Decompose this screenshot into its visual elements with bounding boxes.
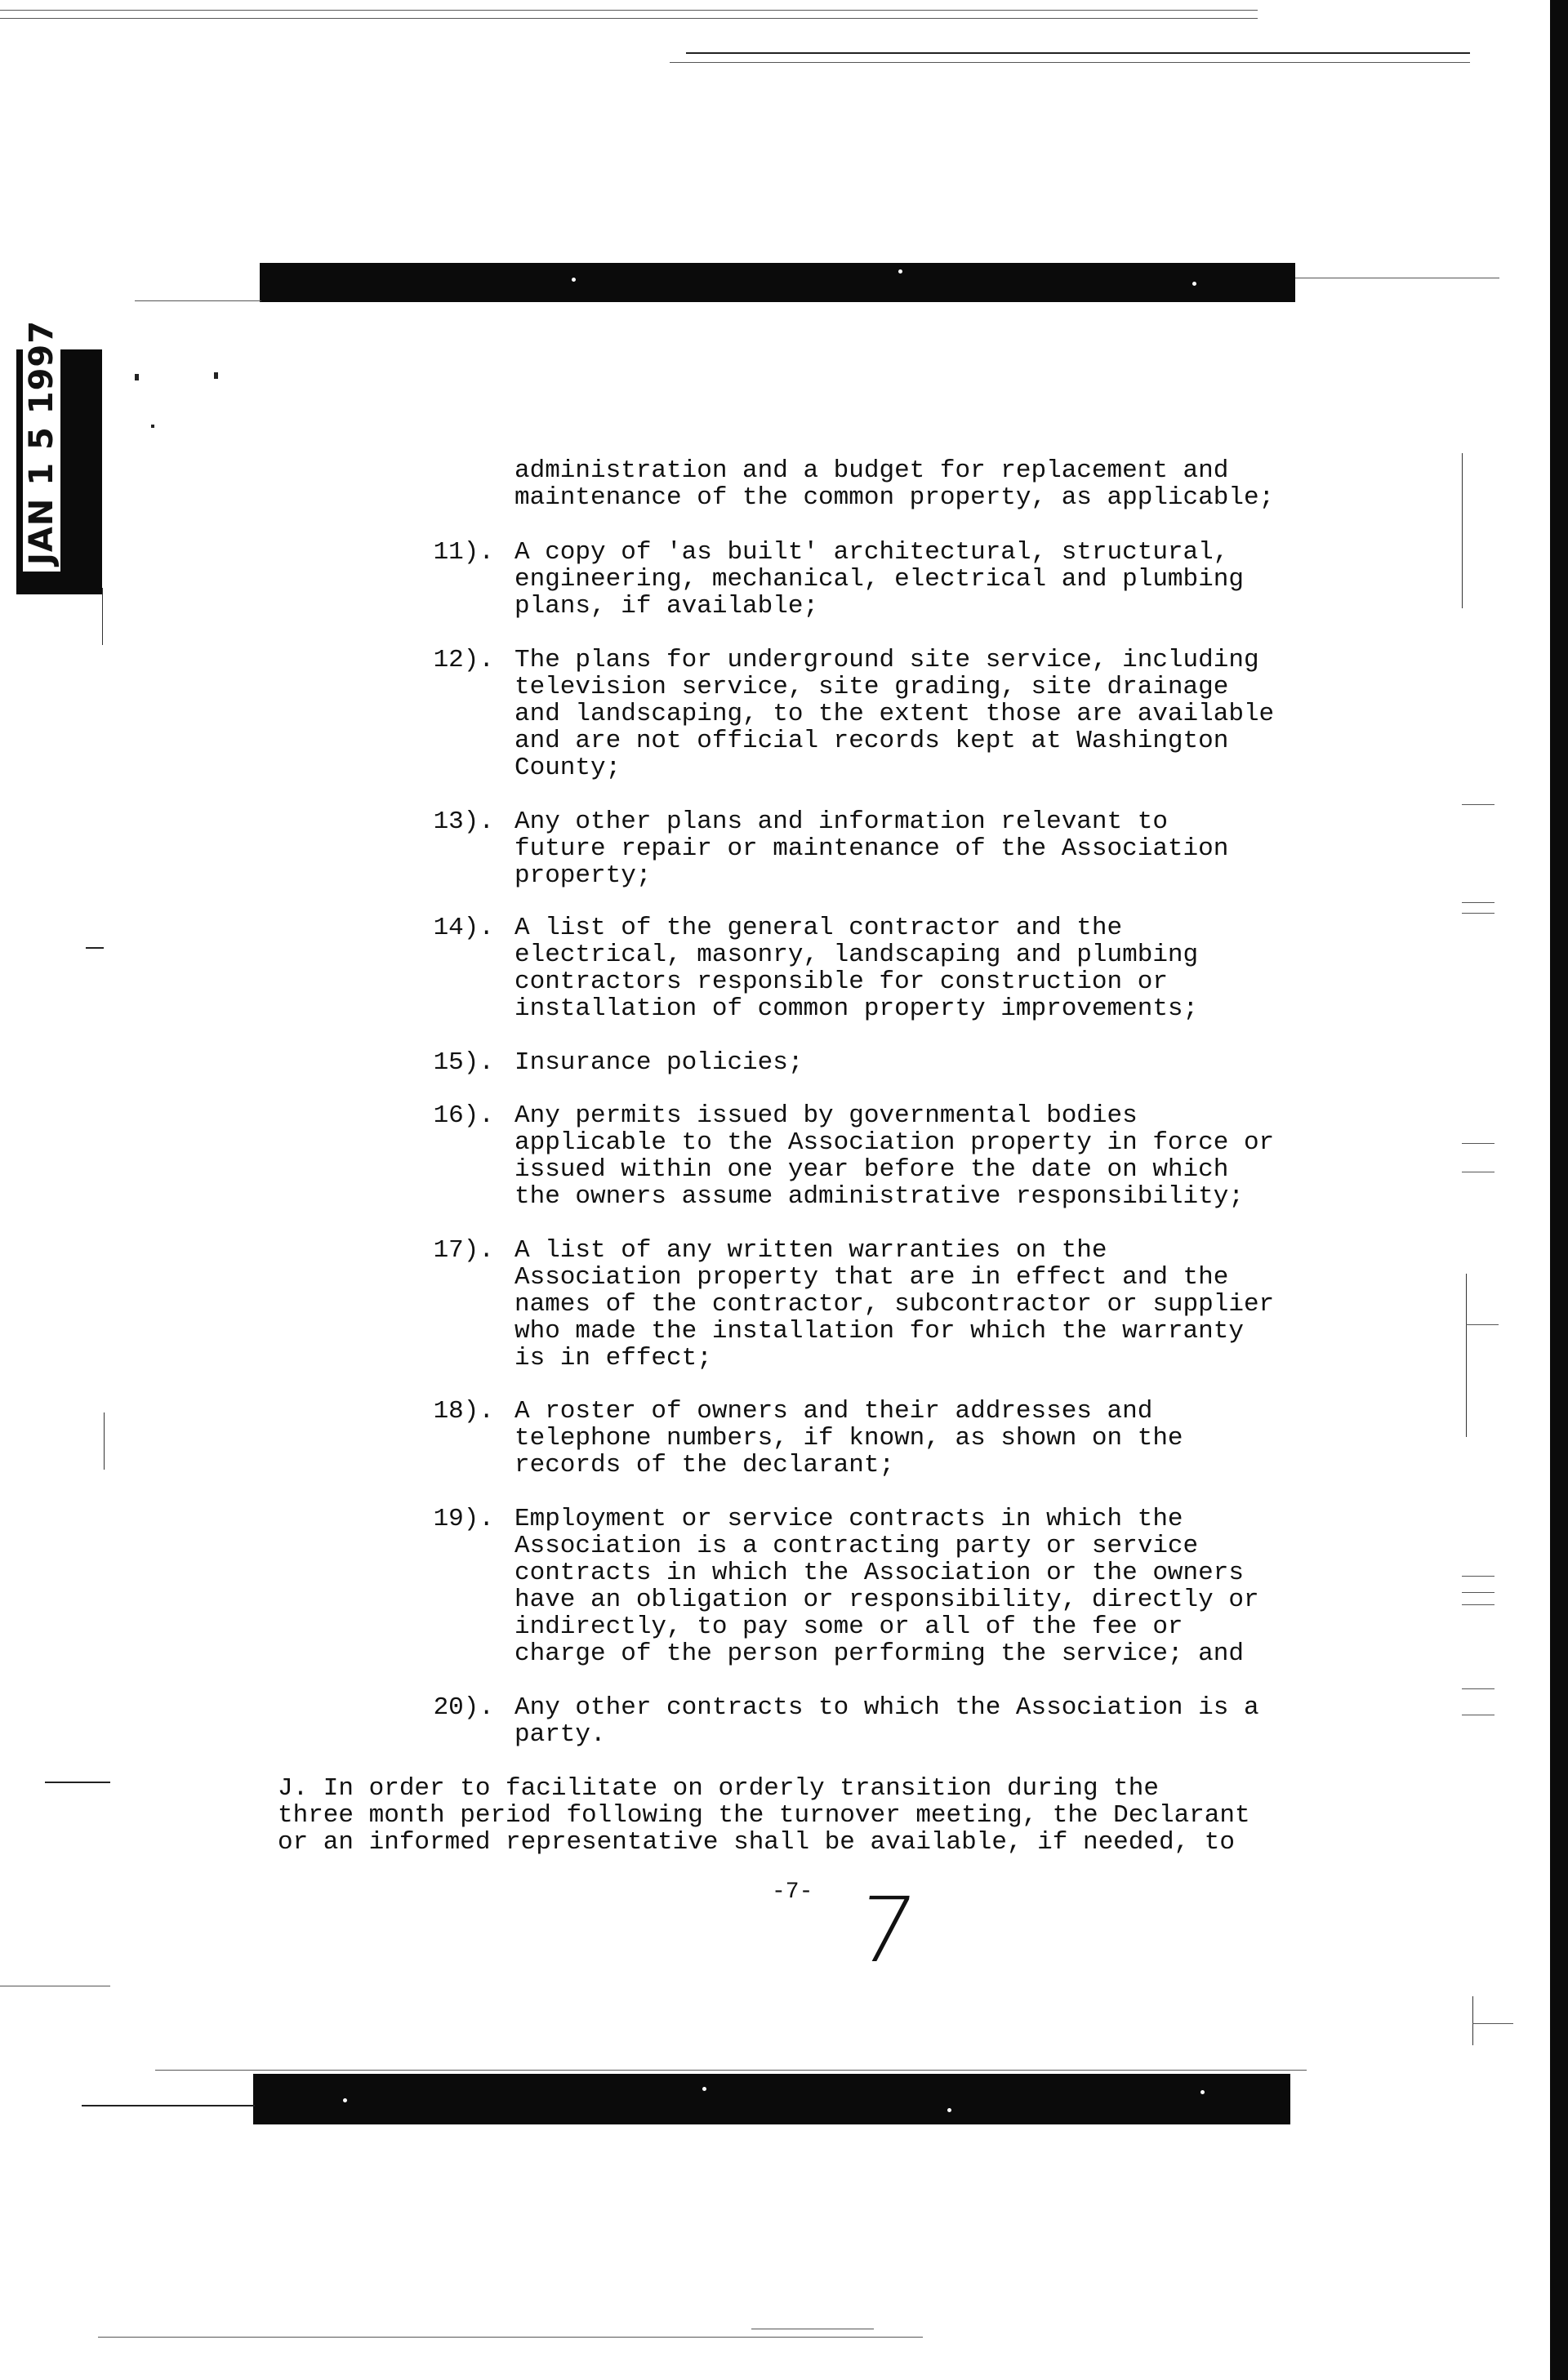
list-item-text-12: The plans for underground site service, including television service, site grading, site drainage and landscaping, to the extent those are available and are not official records kept at Washington County;	[514, 646, 1275, 782]
list-item-number-11: 11).	[433, 538, 494, 567]
margin-mark	[1472, 2023, 1513, 2024]
right-edge-border	[1550, 0, 1568, 2380]
list-item-number-17: 17).	[433, 1236, 494, 1265]
margin-mark	[1466, 1274, 1467, 1437]
list-item-text-17: A list of any written warranties on the Association property that are in effect and the names of the contractor, subcontractor or supplier who made the installation for which the warranty is in effect;	[514, 1236, 1275, 1372]
list-item-number-16: 16).	[433, 1101, 494, 1130]
scan-line	[102, 588, 103, 645]
margin-mark	[104, 1412, 105, 1470]
list-item-text-continued: administration and a budget for replacement and maintenance of the common property, as applicable;	[514, 456, 1275, 512]
scan-line	[0, 18, 1258, 19]
speck	[1192, 282, 1196, 286]
margin-mark	[1462, 804, 1494, 805]
ink-dot	[214, 372, 218, 379]
margin-mark	[1462, 1592, 1494, 1593]
scan-line	[155, 2070, 1307, 2071]
scan-line	[0, 10, 1258, 11]
list-item-text-14: A list of the general contractor and the electrical, masonry, landscaping and plumbing contractors responsible for construction or installation of common property improvements;	[514, 914, 1199, 1023]
scan-line	[82, 2105, 255, 2106]
speck	[702, 2087, 706, 2091]
ink-dot	[151, 425, 154, 428]
list-item-number-13: 13).	[433, 807, 494, 836]
top-black-bar	[260, 263, 1295, 302]
page-number: -7-	[772, 1880, 813, 1905]
speck	[898, 269, 902, 274]
ink-dot	[135, 374, 139, 380]
margin-mark	[1462, 902, 1494, 903]
scan-line	[135, 300, 261, 301]
speck	[1200, 2090, 1205, 2094]
margin-mark	[1462, 1143, 1494, 1144]
bottom-black-bar	[253, 2074, 1290, 2124]
scan-line	[670, 62, 1470, 63]
list-item-text-18: A roster of owners and their addresses and telephone numbers, if known, as shown on the records of the declarant;	[514, 1397, 1183, 1479]
margin-mark	[86, 947, 104, 949]
list-item-text-11: A copy of 'as built' architectural, structural, engineering, mechanical, electrical and plumbing plans, if available;	[514, 538, 1244, 621]
received-date-stamp: JAN 1 5 1997	[23, 314, 60, 572]
handwritten-page-number: 7	[850, 1878, 922, 1982]
scan-line	[98, 2337, 923, 2338]
list-item-text-20: Any other contracts to which the Association is a party.	[514, 1693, 1259, 1749]
scan-line	[686, 52, 1470, 54]
list-item-number-14: 14).	[433, 914, 494, 942]
list-item-text-13: Any other plans and information relevant to future repair or maintenance of the Association property;	[514, 807, 1229, 890]
speck	[572, 278, 576, 282]
list-item-number-19: 19).	[433, 1505, 494, 1533]
list-item-number-18: 18).	[433, 1397, 494, 1426]
list-item-number-20: 20).	[433, 1693, 494, 1722]
list-item-text-19: Employment or service contracts in which the Association is a contracting party or service contracts in which the Association or the owners have an obligation or responsibility, directly or indirectly, to pay some or all of the fee or charge of the person performing the service; and	[514, 1505, 1259, 1668]
margin-mark	[1462, 1604, 1494, 1605]
list-item-number-15: 15).	[433, 1048, 494, 1077]
speck	[343, 2098, 347, 2102]
margin-mark	[1462, 1576, 1494, 1577]
margin-mark	[1466, 1324, 1499, 1325]
margin-mark	[1462, 453, 1463, 608]
list-item-text-16: Any permits issued by governmental bodies applicable to the Association property in force or issued within one year before the date on which the owners assume administrative responsibility;	[514, 1101, 1275, 1211]
speck	[947, 2108, 951, 2112]
margin-mark	[1472, 1996, 1473, 2045]
paragraph-j: J. In order to facilitate on orderly transition during the three month period following the turnover meeting, the Declarant or an informed representative shall be available, if needed, to	[278, 1774, 1250, 1857]
margin-mark	[1462, 1688, 1494, 1689]
margin-mark	[45, 1782, 110, 1783]
list-item-number-12: 12).	[433, 646, 494, 674]
list-item-text-15: Insurance policies;	[514, 1048, 804, 1077]
margin-mark	[1462, 913, 1494, 914]
